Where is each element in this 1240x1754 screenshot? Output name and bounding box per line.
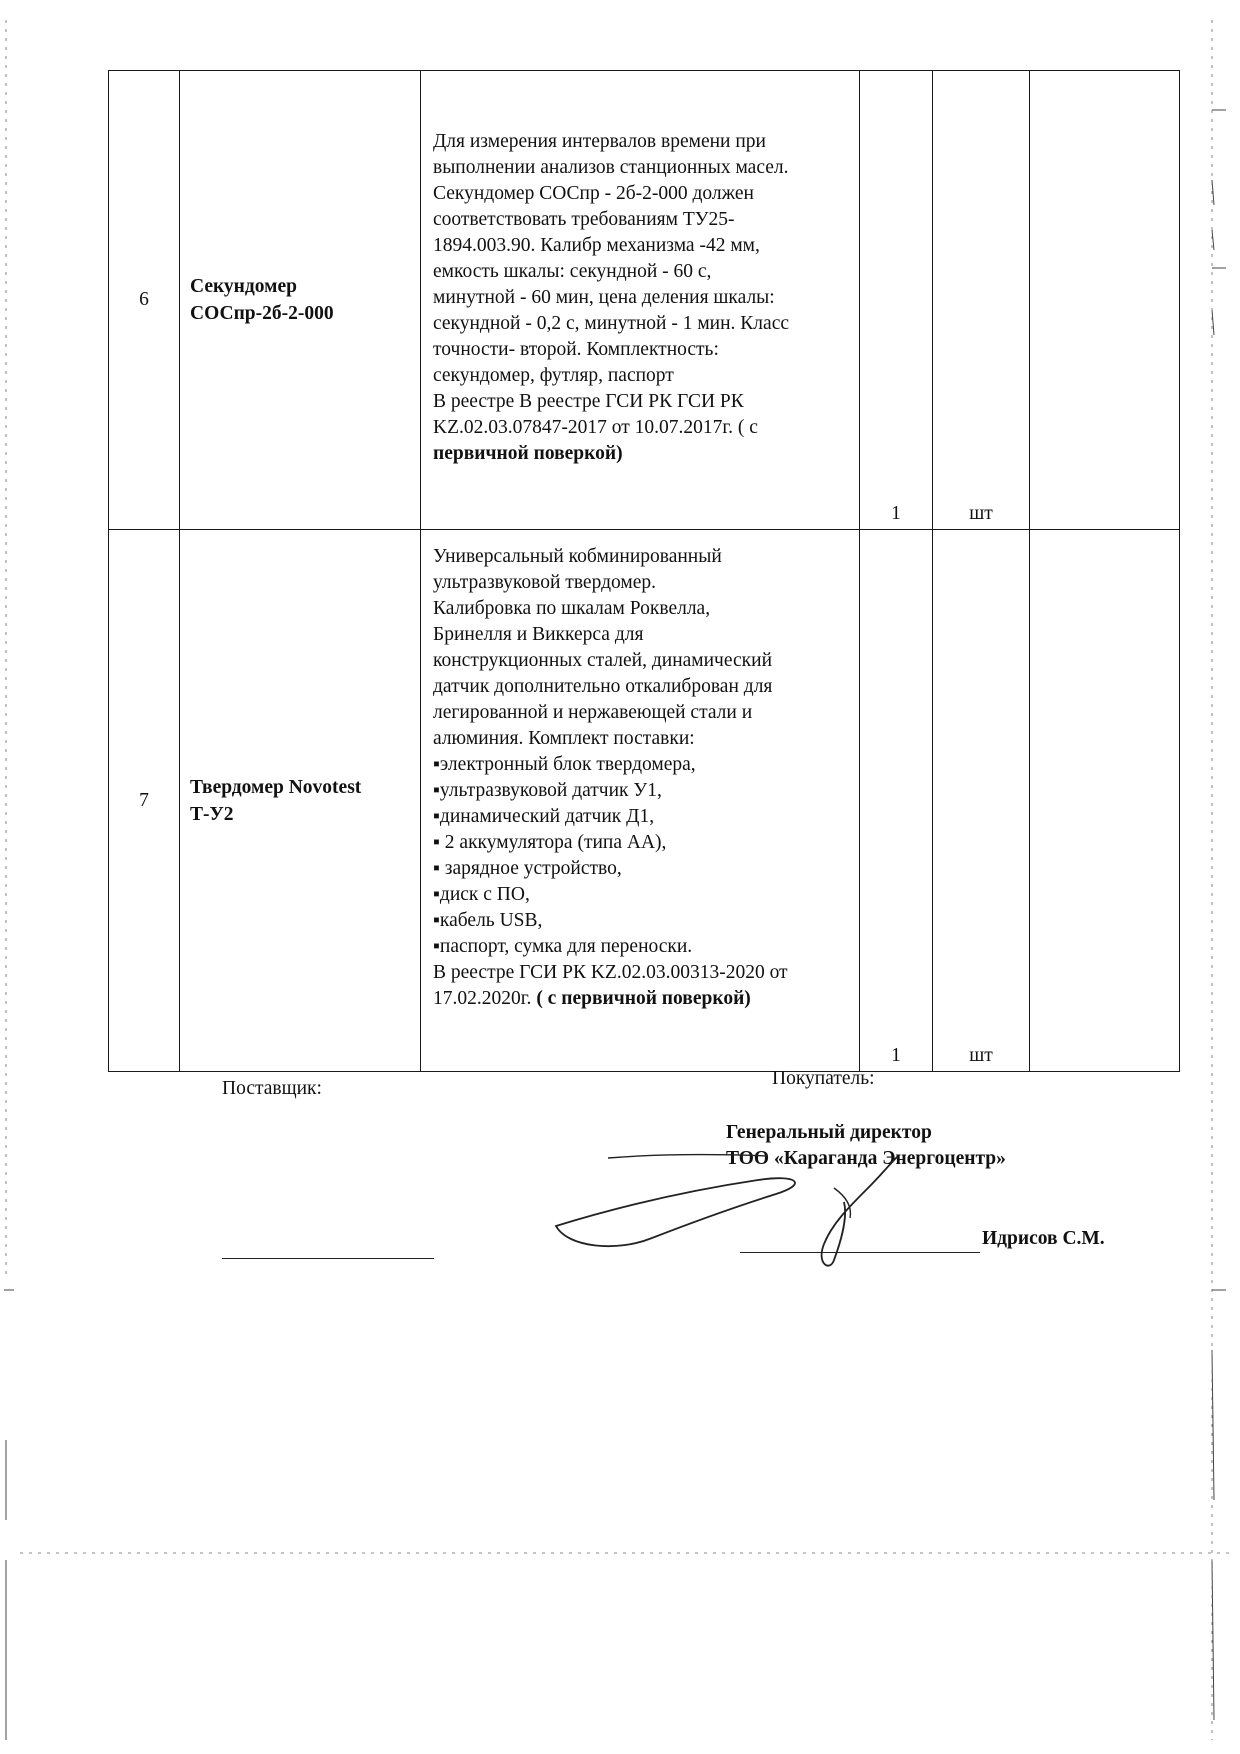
description-line-bold: первичной поверкой)	[433, 443, 623, 464]
item-unit: шт	[933, 530, 1030, 1072]
table-row	[109, 530, 1180, 1072]
supplier-label: Поставщик:	[222, 1078, 322, 1099]
description-line: ▪динамический датчик Д1,	[433, 806, 655, 827]
description-line: KZ.02.03.07847-2017 от 10.07.2017г. ( с	[433, 417, 758, 438]
description-line: Калибровка по шкалам Роквелла,	[433, 598, 711, 619]
row-number: 7	[109, 530, 180, 1072]
description-date: 17.02.2020г.	[433, 988, 537, 1009]
description-line: секундной - 0,2 с, минутной - 1 мин. Класс	[433, 313, 790, 334]
item-description	[421, 71, 860, 530]
description-line: секундомер, футляр, паспорт	[433, 365, 674, 386]
description-line: алюминия. Комплект поставки:	[433, 728, 695, 749]
description-note-bold: ( с первичной поверкой)	[536, 988, 751, 1009]
item-name-line: Секундомер	[190, 276, 297, 297]
signer-name: Идрисов С.М.	[982, 1228, 1105, 1249]
description-line: ▪электронный блок твердомера,	[433, 754, 696, 775]
item-name-line: Т-У2	[190, 803, 234, 825]
item-name	[180, 71, 421, 530]
description-line: Для измерения интервалов времени при	[433, 131, 766, 152]
description-line: выполнении анализов станционных масел.	[433, 157, 789, 178]
buyer-signature-line	[740, 1252, 980, 1253]
item-unit: шт	[933, 71, 1030, 530]
description-line: Секундомер СОСпр - 2б-2-000 должен	[433, 183, 754, 204]
table-row	[109, 71, 1180, 530]
description-line: В реестре ГСИ РК KZ.02.03.00313-2020 от	[433, 962, 788, 983]
items-table	[108, 70, 1180, 1072]
description-line: минутной - 60 мин, цена деления шкалы:	[433, 287, 775, 308]
empty-cell	[1030, 530, 1180, 1072]
description-line: соответствовать требованиям ТУ25-	[433, 209, 735, 230]
item-name	[180, 530, 421, 1072]
buyer-label: Покупатель:	[772, 1068, 875, 1089]
description-line: ▪диск с ПО,	[433, 884, 530, 905]
company-name: ТОО «Караганда Энергоцентр»	[726, 1148, 1006, 1169]
item-name-line: СОСпр-2б-2-000	[190, 303, 334, 324]
description-line: конструкционных сталей, динамический	[433, 650, 773, 671]
description-line: В реестре В реестре ГСИ РК ГСИ РК	[433, 391, 744, 412]
empty-cell	[1030, 71, 1180, 530]
supplier-signature-line	[222, 1258, 434, 1259]
description-line: ▪паспорт, сумка для переноски.	[433, 936, 693, 957]
description-line: ▪ультразвуковой датчик У1,	[433, 780, 662, 801]
director-title: Генеральный директор	[726, 1122, 932, 1143]
description-line: Бринелля и Виккерса для	[433, 624, 644, 645]
row-number: 6	[109, 71, 180, 530]
description-line: датчик дополнительно откалиброван для	[433, 676, 773, 697]
description-line: точности- второй. Комплектность:	[433, 339, 719, 360]
description-line: Универсальный кобминированный	[433, 546, 722, 567]
description-line: легированной и нержавеющей стали и	[433, 702, 753, 723]
item-description	[421, 530, 860, 1072]
item-quantity: 1	[860, 530, 933, 1072]
item-quantity: 1	[860, 71, 933, 530]
description-last-line	[433, 986, 853, 1012]
description-line: ▪ 2 аккумулятора (типа АА),	[433, 832, 667, 853]
item-name-line: Твердомер Novotest	[190, 776, 362, 798]
description-line: 1894.003.90. Калибр механизма -42 мм,	[433, 235, 760, 256]
description-line: емкость шкалы: секундной - 60 с,	[433, 261, 712, 282]
description-line: ▪кабель USB,	[433, 910, 543, 931]
handwritten-signature	[548, 1148, 968, 1268]
description-line: ультразвуковой твердомер.	[433, 572, 656, 593]
description-line: ▪ зарядное устройство,	[433, 858, 622, 879]
